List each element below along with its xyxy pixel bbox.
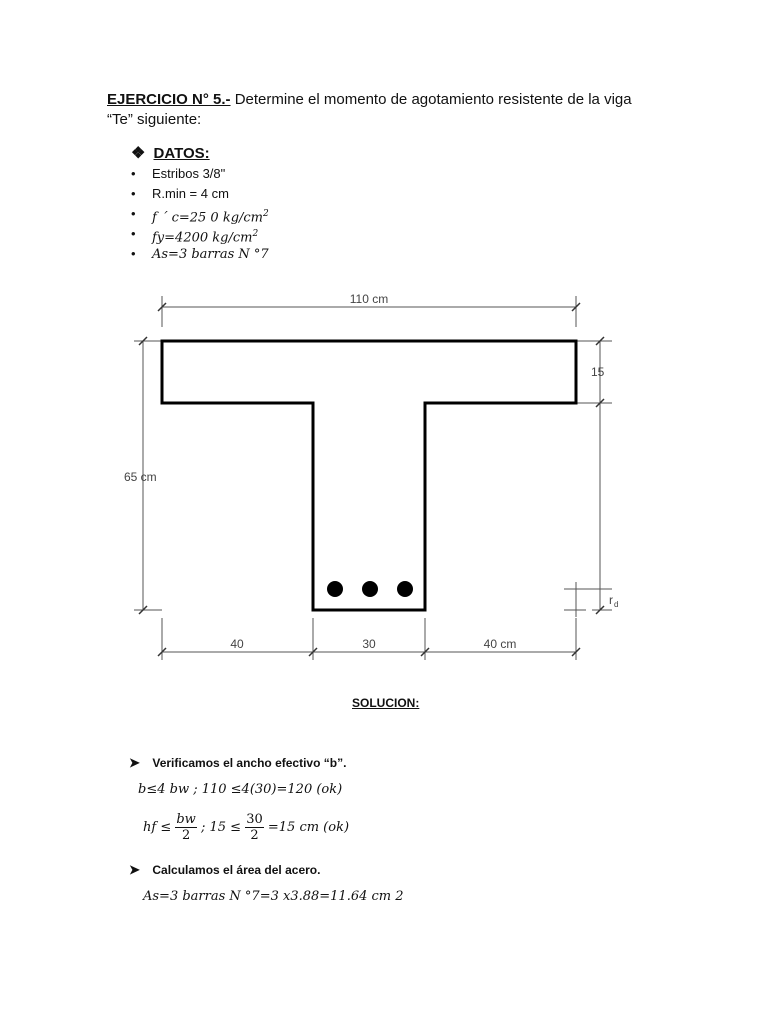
exponent: 2 — [252, 229, 259, 239]
frac2-num: 30 — [246, 812, 263, 827]
datos-item-rmin: R.min = 4 cm — [152, 186, 229, 201]
rebar-circle — [397, 581, 413, 597]
equation-hf-check — [143, 812, 349, 843]
step2-text: Calculamos el área del acero. — [152, 863, 321, 877]
dim-cover-label: r — [609, 593, 613, 607]
fraction-bw-2 — [175, 812, 196, 843]
dim-flange-label: 15 — [591, 365, 605, 379]
datos-item-as: As=3 barras N °7 — [152, 247, 269, 262]
diamond-bullet-icon: ❖ — [131, 145, 146, 162]
dim-cover-sub-label: d — [614, 600, 619, 609]
exercise-prompt-line2: “Te” siguiente: — [107, 111, 202, 128]
frac2-den: 2 — [250, 828, 259, 843]
datos-item-fc: f ´ c=25 0 kg/cm — [152, 210, 264, 226]
datos-item-fy: fy=4200 kg/cm — [152, 230, 253, 246]
exercise-prompt-line1: Determine el momento de agotamiento resistente de la viga — [230, 91, 632, 108]
arrow-bullet-icon: ➤ — [129, 862, 140, 877]
dim-height-label: 65 cm — [124, 470, 157, 484]
dim-left-label: 40 — [230, 637, 244, 651]
datos-title: DATOS: — [153, 145, 210, 162]
step1-text: Verificamos el ancho efectivo “b”. — [152, 756, 347, 770]
t-section-outline — [162, 341, 576, 610]
solution-title: SOLUCION: — [352, 696, 420, 710]
equation-as: As=3 barras N °7=3 x3.88=11.64 cm 2 — [143, 889, 404, 904]
dim-top-label: 110 cm — [349, 292, 389, 306]
step-steel-area — [129, 861, 320, 879]
equation-b-check: b≤4 bw ; 110 ≤4(30)=120 (ok) — [138, 782, 343, 797]
frac1-num: bw — [176, 812, 196, 827]
eq2-mid: ; 15 ≤ — [200, 820, 242, 835]
arrow-bullet-icon: ➤ — [129, 755, 140, 770]
step-verify-width — [129, 754, 346, 772]
rebar-circle — [327, 581, 343, 597]
dim-right-label: 40 cm — [483, 637, 517, 651]
eq2-lhs: hf ≤ — [143, 820, 172, 835]
frac1-den: 2 — [181, 828, 191, 843]
exercise-label: EJERCICIO N° 5.- — [107, 91, 231, 108]
rebar-circle — [362, 581, 378, 597]
exponent: 2 — [263, 209, 269, 219]
eq2-rhs: =15 cm (ok) — [267, 820, 350, 835]
fraction-30-2 — [245, 812, 264, 843]
dim-web-label: 30 — [362, 637, 376, 651]
datos-item-estribos: Estribos 3/8" — [152, 166, 226, 181]
